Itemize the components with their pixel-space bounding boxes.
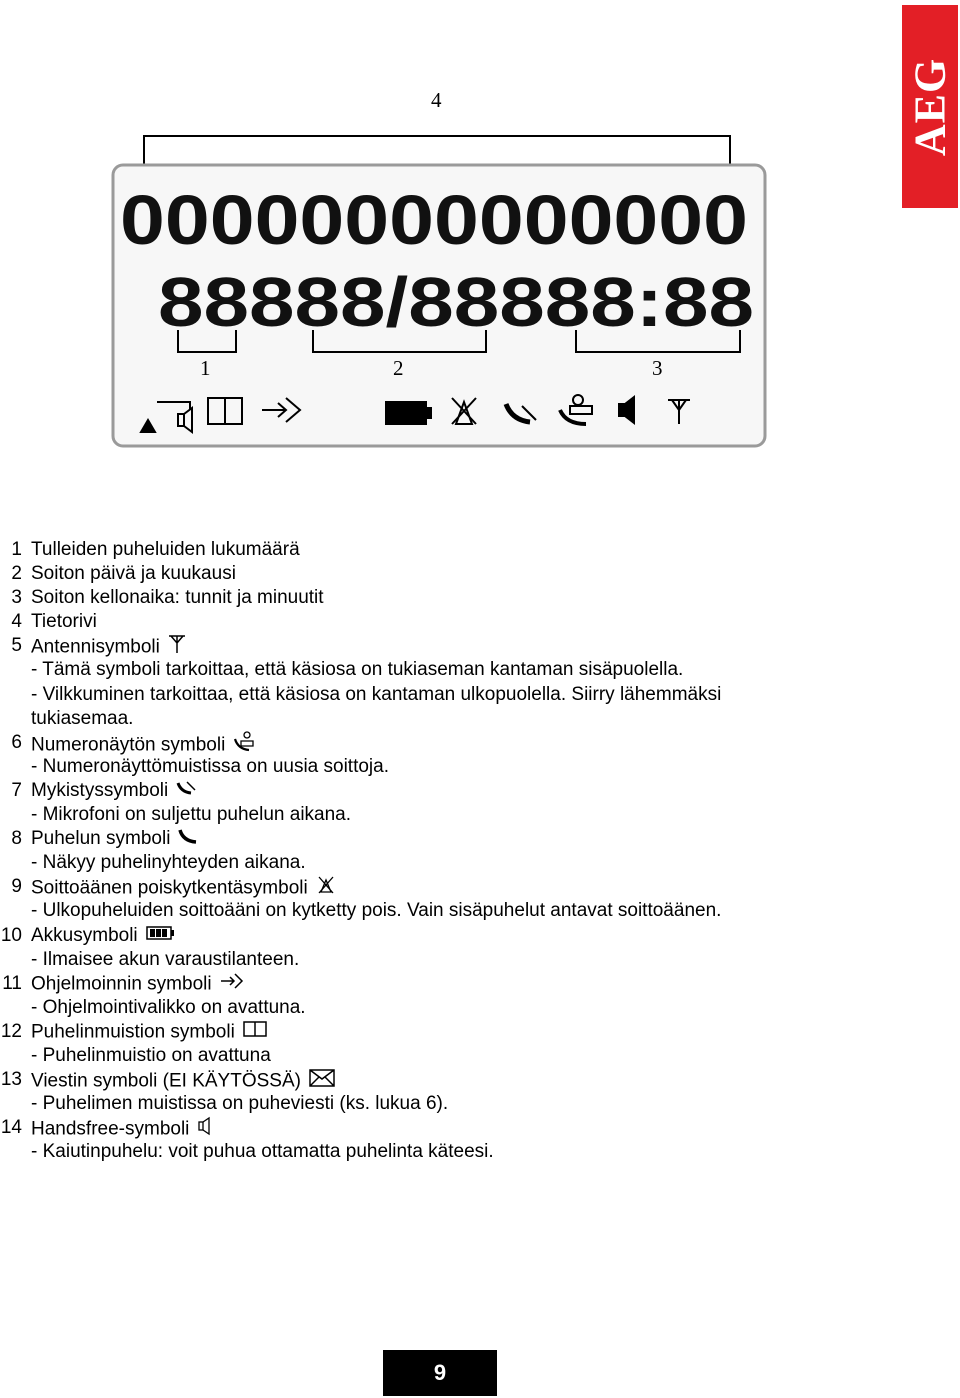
item-title [31, 1116, 215, 1143]
item-number: 14 [0, 1117, 22, 1139]
item-number: 7 [11, 779, 22, 801]
item-title-text: Viestin symboli (EI KÄYTÖSSÄ) [31, 1070, 301, 1092]
list-item [0, 827, 960, 851]
ringer-off-icon [316, 875, 336, 902]
item-title [31, 586, 324, 610]
item-number: 2 [11, 563, 22, 585]
list-item [0, 948, 960, 972]
item-description: - Ilmaisee akun varaustilanteen. [31, 948, 300, 970]
callout-1-label: 1 [200, 356, 211, 380]
item-title-text: Akkusymboli [31, 924, 138, 946]
item-number: 12 [0, 1020, 22, 1042]
item-title [31, 827, 198, 851]
list-item [0, 924, 960, 948]
list-item [0, 779, 960, 803]
battery-icon [386, 402, 431, 424]
list-item [0, 586, 960, 610]
item-description: - Kaiutinpuhelu: voit puhua ottamatta puhelinta käteesi. [31, 1141, 494, 1163]
list-item [0, 634, 960, 658]
item-title [31, 779, 196, 803]
item-number: 11 [2, 972, 22, 994]
speaker-icon [197, 1116, 215, 1143]
item-title-text: Soiton kellonaika: tunnit ja minuutit [31, 587, 324, 609]
item-title [31, 538, 300, 562]
list-item [0, 1068, 960, 1092]
lcd-datetime-row: 88888/88888:88 [158, 263, 754, 341]
item-number: 3 [11, 587, 22, 609]
lcd-digits-row: 00000000000000 [120, 181, 748, 259]
phonebook-icon [243, 1020, 267, 1045]
item-title-text: Tietorivi [31, 611, 97, 633]
item-number: 6 [11, 731, 22, 753]
page-number: 9 [383, 1350, 497, 1396]
list-item [0, 1092, 960, 1116]
item-title-text: Soittoäänen poiskytkentäsymboli [31, 877, 308, 899]
item-title-text: Numeronäytön symboli [31, 734, 226, 756]
item-description: - Tämä symboli tarkoittaa, että käsiosa on tukiaseman kantaman sisäpuolella. [31, 659, 684, 681]
item-title [31, 634, 186, 661]
item-number: 9 [11, 876, 22, 898]
callout-2-label: 2 [393, 356, 404, 380]
list-item [0, 731, 960, 755]
item-title-text: Mykistyssymboli [31, 780, 169, 801]
item-description: - Mikrofoni on suljettu puhelun aikana. [31, 804, 352, 826]
phone-icon [178, 827, 198, 851]
item-title-text: Puhelinmuistion symboli [31, 1021, 235, 1043]
item-number: 4 [11, 611, 22, 633]
item-description: - Puhelinmuistio on avattuna [31, 1044, 271, 1066]
item-number: 8 [11, 828, 22, 850]
list-item [0, 658, 960, 682]
item-description: - Numeronäyttömuistissa on uusia soittoja. [31, 755, 389, 777]
item-number: 1 [11, 539, 22, 560]
item-title-text: Puhelun symboli [31, 828, 171, 850]
list-item [0, 755, 960, 779]
item-title [31, 562, 236, 586]
item-title [31, 1020, 267, 1045]
aeg-logo-text: AEG [905, 57, 955, 156]
battery-icon [146, 924, 176, 948]
list-item [0, 707, 960, 731]
item-title [31, 610, 97, 634]
item-title [31, 924, 176, 948]
item-title-text: Antennisymboli [31, 636, 160, 658]
item-title-text: Tulleiden puheluiden lukumäärä [31, 539, 300, 560]
list-item [0, 851, 960, 875]
list-item [0, 538, 960, 562]
item-title [31, 875, 336, 902]
callout-4-label: 4 [431, 88, 442, 112]
list-item [0, 803, 960, 827]
symbol-legend-list [0, 538, 960, 1164]
lcd-diagram [0, 0, 960, 470]
list-item [0, 562, 960, 586]
item-description: - Vilkkuminen tarkoittaa, että käsiosa on kantaman ulkopuolella. Siirry lähemmäksi [31, 683, 722, 705]
item-number: 10 [0, 924, 22, 946]
item-description: - Puhelimen muistissa on puheviesti (ks. lukua 6). [31, 1093, 449, 1115]
callout-3-label: 3 [652, 356, 663, 380]
item-title-text: Handsfree-symboli [31, 1118, 190, 1140]
message-icon [309, 1068, 335, 1095]
list-item [0, 996, 960, 1020]
item-description: - Näkyy puhelinyhteyden aikana. [31, 852, 306, 874]
list-item [0, 1020, 960, 1044]
antenna-icon [168, 634, 186, 661]
item-number: 5 [11, 635, 22, 657]
list-item [0, 875, 960, 899]
item-title-text: Soiton päivä ja kuukausi [31, 563, 236, 585]
list-item [0, 1116, 960, 1140]
list-item [0, 972, 960, 996]
list-item [0, 1044, 960, 1068]
item-title [31, 972, 244, 997]
item-number: 13 [0, 1069, 22, 1091]
list-item [0, 899, 960, 923]
programming-icon [220, 972, 244, 997]
item-title [31, 1068, 335, 1095]
item-description: - Ulkopuheluiden soittoääni on kytketty pois. Vain sisäpuhelut antavat soittoäänen. [31, 900, 722, 922]
mute-icon [176, 779, 196, 803]
list-item [0, 610, 960, 634]
item-title-text: Ohjelmoinnin symboli [31, 973, 212, 995]
list-item [0, 683, 960, 707]
item-description: - Ohjelmointivalikko on avattuna. [31, 996, 306, 1018]
item-description: tukiasemaa. [31, 707, 134, 729]
list-item [0, 1140, 960, 1164]
